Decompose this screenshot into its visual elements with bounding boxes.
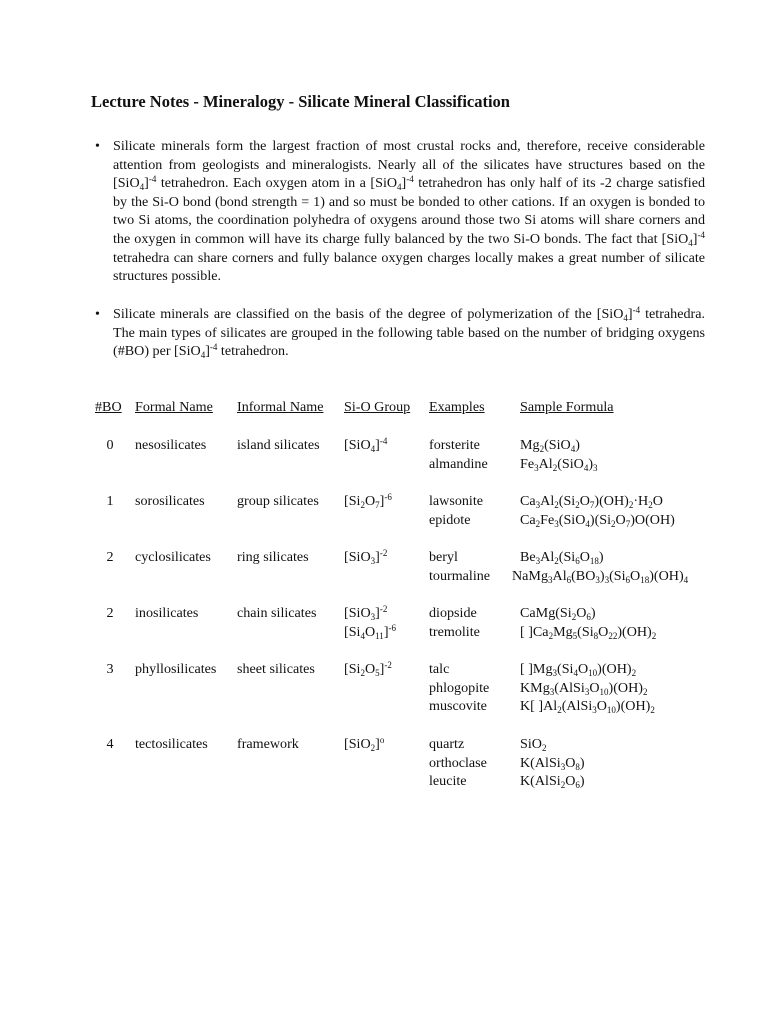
bullet-item (95, 137, 705, 286)
example-mineral: beryl (429, 549, 458, 565)
sample-formula: $Ca_3Al_2(Si_2O_7)(OH)_2\cdot H_2O$ (520, 493, 663, 510)
si-o-group: $[Si_4O_{11}]^{-6}$ (344, 622, 397, 641)
sample-formula: $Be_3Al_2(Si_6O_{18})$ (520, 549, 604, 566)
formal-name: nesosilicates (135, 437, 207, 453)
column-header-sample-formula: Sample Formula (520, 399, 614, 415)
informal-name: group silicates (237, 493, 319, 509)
column-header-formal-name: Formal Name (135, 399, 213, 415)
example-mineral: talc (429, 661, 450, 677)
bullet-text: Silicate minerals are classified on the basis of the degree of polymerization of the $[SiO_4]^{-4}$ tetrahedra. The main types of silicates are grouped in the following table based on the number of bridging oxygens (#BO) per $[SiO_4]^{-4}$ tetrahedron. (113, 305, 705, 361)
example-mineral: diopside (429, 605, 477, 621)
informal-name: chain silicates (237, 605, 317, 621)
bullet-icon: • (95, 138, 100, 154)
sample-formula: $Ca_2Fe_3(SiO_4)(Si_2O_7)O(OH)$ (520, 511, 675, 529)
sample-formula: $KMg_3(AlSi_3O_{10})(OH)_2$ (520, 679, 648, 697)
example-mineral: tremolite (429, 623, 480, 640)
informal-name: framework (237, 736, 299, 752)
example-mineral: epidote (429, 511, 471, 528)
sample-formula: SiO$_2$ (520, 736, 547, 753)
bridging-oxygen-count: 1 (106, 493, 114, 509)
si-o-group: $[Si_2O_7]^{-6}$ (344, 492, 392, 510)
sample-formula: [ ]$Mg_3(Si_4O_{10})(OH)_2$ (520, 661, 637, 678)
example-mineral: leucite (429, 773, 467, 790)
sample-formula: K[ ]$Al_2(AlSi_3O_{10})(OH)_2$ (520, 698, 655, 716)
formal-name: phyllosilicates (135, 661, 217, 677)
informal-name: ring silicates (237, 549, 309, 565)
column-header-examples: Examples (429, 399, 485, 415)
formal-name: sorosilicates (135, 493, 205, 509)
example-mineral: tourmaline (429, 567, 491, 584)
formal-name: tectosilicates (135, 736, 208, 752)
bridging-oxygen-count: 0 (106, 437, 114, 453)
si-o-group: $[SiO_3]^{-2}$ (344, 604, 388, 622)
sample-formula: $Mg_2(SiO_4)$ (520, 437, 580, 454)
sample-formula: $NaMg_3Al_6(BO_3)_3(Si_6O_{18})(OH)_4$ (512, 567, 689, 585)
sample-formula: $K(AlSi_3O_8)$ (520, 754, 585, 772)
bullet-icon: • (95, 306, 100, 322)
sample-formula: $CaMg(Si_2O_6)$ (520, 605, 596, 622)
bridging-oxygen-count: 3 (106, 661, 114, 677)
sample-formula: $Fe_3Al_2(SiO_4)_3$ (520, 455, 598, 473)
example-mineral: almandine (429, 455, 488, 472)
sample-formula: $K(AlSi_2O_6)$ (520, 773, 585, 791)
si-o-group: $[SiO_3]^{-2}$ (344, 548, 388, 566)
example-mineral: orthoclase (429, 754, 487, 771)
example-mineral: muscovite (429, 698, 487, 715)
example-mineral: phlogopite (429, 679, 490, 696)
column-header-bo: #BO (95, 399, 122, 415)
bridging-oxygen-count: 4 (106, 736, 114, 752)
formal-name: cyclosilicates (135, 549, 211, 565)
bullet-text: Silicate minerals form the largest fraction of most crustal rocks and, therefore, receive considerable attention from geologists and mineralogists. Nearly all of the silicates have structures based on the $[SiO_4]^{-4}$ tetrahedron. Each oxygen atom in a $[SiO_4]^{-4}$ tetrahedron has only half of its -2 charge satisfied by the Si-O bond (bond strength = 1) and so must be bonded to other cations. If an oxygen is bonded to two Si atoms, the coordination polyhedra of oxygens around those two Si atoms will share corners and the oxygen in common will have its charge fully balanced by the two Si-O bonds. The fact that $[SiO_4]^{-4}$ tetrahedra can share corners and fully balance oxygen charges locally makes a great number of silicate structures possible. (113, 138, 706, 285)
page-title: Lecture Notes - Mineralogy - Silicate Mineral Classification (91, 92, 510, 111)
si-o-group: $[SiO_2]^o$ (344, 735, 385, 753)
bridging-oxygen-count: 2 (106, 549, 114, 565)
informal-name: sheet silicates (237, 661, 315, 677)
si-o-group: $[Si_2O_5]^{-2}$ (344, 660, 392, 678)
informal-name: island silicates (237, 437, 320, 453)
example-mineral: forsterite (429, 437, 480, 453)
example-mineral: lawsonite (429, 493, 484, 509)
si-o-group: $[SiO_4]^{-4}$ (344, 436, 388, 454)
column-header-si-o-group: Si-O Group (344, 399, 411, 415)
bridging-oxygen-count: 2 (106, 605, 114, 621)
column-header-informal-name: Informal Name (237, 399, 324, 415)
sample-formula: [ ]$Ca_2Mg_5(Si_8O_{22})(OH)_2$ (520, 623, 657, 641)
formal-name: inosilicates (135, 605, 199, 621)
example-mineral: quartz (429, 736, 465, 752)
bullet-item (95, 305, 705, 361)
